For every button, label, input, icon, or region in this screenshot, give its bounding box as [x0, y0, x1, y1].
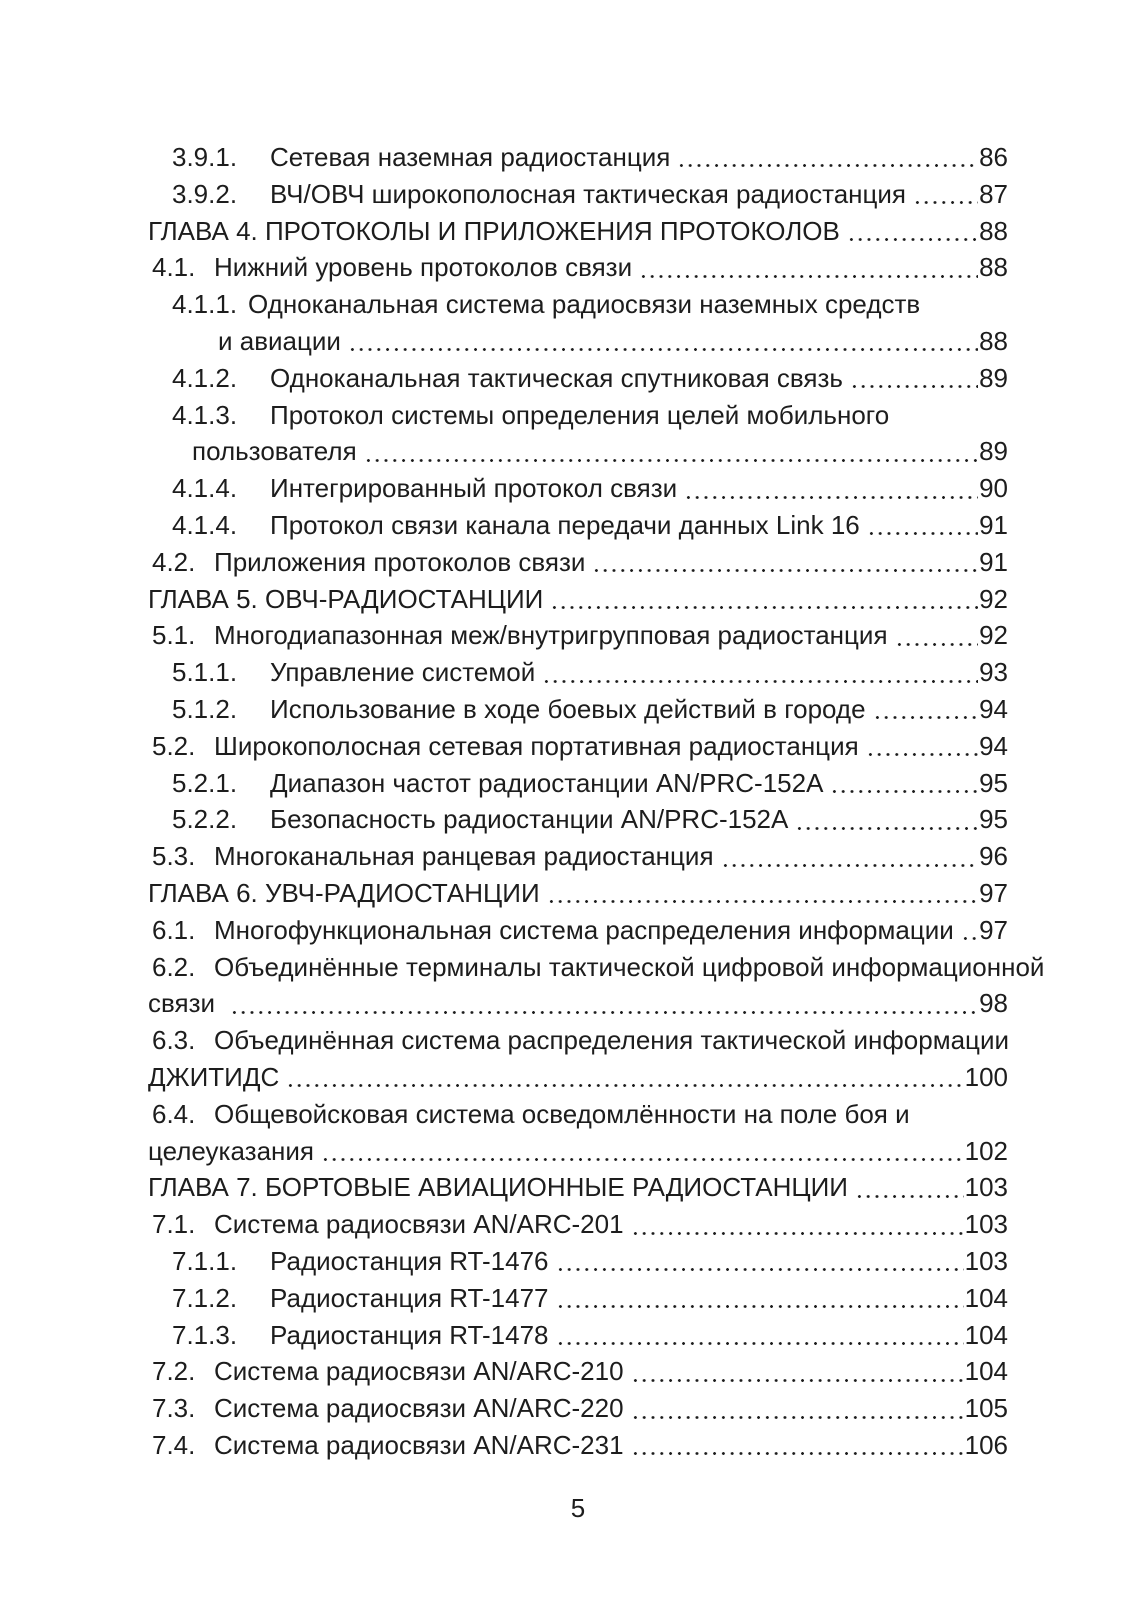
toc-entry-number: 4.1.2.	[172, 362, 238, 393]
toc-entry-title: Одноканальная тактическая спутниковая связь	[270, 362, 843, 393]
dot-leader	[549, 581, 978, 618]
toc-entry[interactable]	[148, 654, 1008, 691]
toc-entry[interactable]	[148, 949, 1045, 986]
toc-entry-page: 100	[964, 1061, 1008, 1092]
toc-entry[interactable]	[148, 249, 1008, 286]
toc-entry-title: Система радиосвязи AN/ARC-231	[214, 1429, 624, 1460]
toc-entry-page: 98	[979, 988, 1008, 1019]
toc-entry-title: Приложения протоколов связи	[214, 546, 586, 577]
toc-entry-title: Общевойсковая система осведомлённости на поле боя и	[214, 1098, 910, 1129]
toc-entry-number: 4.1.1.	[172, 289, 238, 320]
toc-entry[interactable]	[148, 765, 1008, 802]
toc-entry-page: 94	[979, 693, 1008, 724]
toc-entry-number: 6.1.	[152, 914, 196, 945]
dot-leader	[683, 470, 978, 507]
toc-entry[interactable]	[148, 397, 1008, 434]
toc-entry-page: 104	[964, 1356, 1008, 1387]
toc-entry-number: 5.1.2.	[172, 693, 238, 724]
toc-entry-title: Протокол системы определения целей мобильного	[270, 399, 890, 430]
toc-entry-number: 5.3.	[152, 841, 196, 872]
toc-entry[interactable]	[148, 838, 1008, 875]
dot-leader	[638, 249, 978, 286]
toc-entry-page: 88	[979, 215, 1008, 246]
toc-entry-page: 86	[979, 142, 1008, 172]
toc-entry-number: 3.9.1.	[172, 142, 238, 172]
toc-entry-number: 5.2.2.	[172, 804, 238, 835]
toc-entry[interactable]	[148, 1427, 1008, 1464]
dot-leader	[794, 801, 978, 838]
toc-entry-page: 91	[979, 509, 1008, 540]
toc-entry-title: Безопасность радиостанции AN/PRC-152A	[270, 804, 789, 835]
toc-entry[interactable]	[148, 176, 1008, 213]
toc-entry-title: Система радиосвязи AN/ARC-210	[214, 1356, 624, 1387]
toc-entry[interactable]	[148, 581, 1008, 618]
dot-leader	[912, 176, 978, 213]
toc-entry-title: ГЛАВА 5. ОВЧ-РАДИОСТАНЦИИ	[148, 583, 544, 614]
toc-entry-number: 4.1.	[152, 252, 196, 283]
toc-entry-page: 89	[979, 436, 1008, 467]
dot-leader	[229, 985, 978, 1022]
toc-entry-page: 103	[964, 1172, 1008, 1203]
toc-entry-title: Радиостанция RT-1477	[270, 1282, 549, 1313]
toc-entry[interactable]	[148, 323, 1008, 360]
toc-entry-title: связи	[148, 988, 216, 1019]
toc-entry-title: Диапазон частот радиостанции AN/PRC-152A	[270, 767, 824, 798]
dot-leader	[894, 617, 979, 654]
toc-entry-title: ГЛАВА 4. ПРОТОКОЛЫ И ПРИЛОЖЕНИЯ ПРОТОКОЛОВ	[148, 215, 840, 246]
toc-entry[interactable]	[148, 433, 1008, 470]
toc-entry-number: 7.4.	[152, 1429, 196, 1460]
toc-entry-page: 94	[979, 730, 1008, 761]
toc-entry-number: 7.1.1.	[172, 1245, 238, 1276]
toc-entry-number: 5.1.1.	[172, 657, 238, 688]
dot-leader	[676, 139, 978, 176]
dot-leader	[591, 544, 978, 581]
toc-entry-title: и авиации	[218, 325, 341, 356]
dot-leader	[630, 1206, 964, 1243]
toc-entry[interactable]	[148, 1243, 1008, 1280]
dot-leader	[363, 433, 978, 470]
toc-entry-page: 106	[964, 1429, 1008, 1460]
page-footer	[148, 1490, 1008, 1527]
dot-leader	[347, 323, 978, 360]
toc-entry[interactable]	[148, 1133, 1008, 1170]
toc-entry-title: Объединённая система распределения тактической информации	[214, 1025, 1009, 1056]
toc-entry[interactable]	[148, 1022, 1008, 1059]
toc-entry-number: 6.4.	[152, 1098, 196, 1129]
dot-leader	[854, 1169, 964, 1206]
toc-entry-page: 103	[964, 1209, 1008, 1240]
toc-entry-title: Одноканальная система радиосвязи наземных средств	[248, 289, 921, 320]
toc-entry-number: 7.1.2.	[172, 1282, 238, 1313]
toc-entry-title: Многофункциональная система распределения информации	[214, 914, 954, 945]
toc-entry-number: 5.2.1.	[172, 767, 238, 798]
toc-entry[interactable]	[148, 912, 1008, 949]
toc-entry[interactable]	[148, 801, 1008, 838]
toc-entry-title: Использование в ходе боевых действий в городе	[270, 693, 866, 724]
toc-entry-title: ВЧ/ОВЧ широкополосная тактическая радиостанция	[270, 178, 907, 209]
toc-entry-number: 5.1.	[152, 620, 196, 651]
toc-entry[interactable]	[148, 1096, 1008, 1133]
dot-leader	[285, 1059, 963, 1096]
toc-entry[interactable]	[148, 213, 1008, 250]
toc-entry-number: 7.2.	[152, 1356, 196, 1387]
dot-leader	[546, 875, 978, 912]
toc-entry-page: 97	[979, 877, 1008, 908]
toc-entry-page: 90	[979, 473, 1008, 504]
dot-leader	[872, 691, 979, 728]
toc-entry-number: 4.1.4.	[172, 473, 238, 504]
dot-leader	[829, 765, 978, 802]
toc-entry-title: Управление системой	[270, 657, 536, 688]
toc-entry-title: ДЖИТИДС	[148, 1061, 280, 1092]
toc-entry-number: 4.1.4.	[172, 509, 238, 540]
toc-entry[interactable]	[148, 1059, 1008, 1096]
toc-entry-page: 95	[979, 767, 1008, 798]
toc-entry-title: Система радиосвязи AN/ARC-201	[214, 1209, 624, 1240]
toc-entry-number: 7.1.	[152, 1209, 196, 1240]
toc-entry-number: 4.1.3.	[172, 399, 238, 430]
dot-leader	[320, 1133, 964, 1170]
toc-entry-title: Радиостанция RT-1476	[270, 1245, 549, 1276]
dot-leader	[865, 728, 978, 765]
toc-entry-number: 6.3.	[152, 1025, 196, 1056]
dot-leader	[849, 360, 978, 397]
toc-entry-number: 6.2.	[152, 951, 196, 982]
dot-leader	[630, 1390, 964, 1427]
dot-leader	[866, 507, 978, 544]
toc-entry[interactable]	[148, 617, 1008, 654]
dot-leader	[541, 654, 978, 691]
dot-leader	[960, 912, 978, 949]
toc-entry-title: пользователя	[192, 436, 357, 467]
dot-leader	[555, 1280, 964, 1317]
toc-entry[interactable]	[148, 360, 1008, 397]
toc-entry-title: Система радиосвязи AN/ARC-220	[214, 1393, 624, 1424]
toc-entry[interactable]	[148, 1206, 1008, 1243]
toc-entry-title: Многодиапазонная меж/внутригрупповая радиостанция	[214, 620, 888, 651]
toc-entry[interactable]	[148, 470, 1008, 507]
toc-entry-page: 97	[979, 914, 1008, 945]
toc-entry-page: 87	[979, 178, 1008, 209]
dot-leader	[555, 1243, 964, 1280]
toc-entry-number: 5.2.	[152, 730, 196, 761]
toc-entry-title: Сетевая наземная радиостанция	[270, 142, 671, 172]
toc-entry-number: 3.9.2.	[172, 178, 238, 209]
toc-entry[interactable]	[148, 875, 1008, 912]
dot-leader	[630, 1427, 964, 1464]
toc-entry-page: 105	[964, 1393, 1008, 1424]
toc-entry-page: 89	[979, 362, 1008, 393]
toc-entry[interactable]	[148, 1390, 1008, 1427]
toc-entry-title: ГЛАВА 6. УВЧ-РАДИОСТАНЦИИ	[148, 877, 540, 908]
table-of-contents	[148, 139, 1045, 1464]
toc-entry-title: Протокол связи канала передачи данных Link 16	[270, 509, 860, 540]
toc-entry[interactable]	[148, 1280, 1008, 1317]
dot-leader	[555, 1317, 964, 1354]
toc-entry-title: Многоканальная ранцевая радиостанция	[214, 841, 714, 872]
toc-entry[interactable]	[148, 728, 1008, 765]
toc-entry-title: Объединённые терминалы тактической цифровой информационной	[214, 951, 1045, 982]
toc-entry-page: 88	[979, 252, 1008, 283]
toc-entry-title: ГЛАВА 7. БОРТОВЫЕ АВИАЦИОННЫЕ РАДИОСТАНЦИИ	[148, 1172, 848, 1203]
toc-entry-page: 104	[964, 1319, 1008, 1350]
dot-leader	[630, 1353, 964, 1390]
toc-entry-page: 104	[964, 1282, 1008, 1313]
toc-entry-number: 4.2.	[152, 546, 196, 577]
toc-entry[interactable]	[148, 1317, 1008, 1354]
toc-entry-number: 7.3.	[152, 1393, 196, 1424]
toc-entry[interactable]	[148, 544, 1008, 581]
toc-entry-page: 93	[979, 657, 1008, 688]
toc-entry[interactable]	[148, 1353, 1008, 1390]
toc-entry-page: 88	[979, 325, 1008, 356]
toc-entry[interactable]	[148, 507, 1008, 544]
toc-entry[interactable]	[148, 139, 1008, 176]
toc-entry[interactable]	[148, 1169, 1008, 1206]
toc-entry-title: Широкополосная сетевая портативная радиостанция	[214, 730, 859, 761]
toc-entry-title: Интегрированный протокол связи	[270, 473, 678, 504]
toc-entry-title: целеуказания	[148, 1135, 314, 1166]
dot-leader	[720, 838, 979, 875]
toc-entry[interactable]	[148, 286, 1008, 323]
toc-entry-title: Нижний уровень протоколов связи	[214, 252, 633, 283]
toc-entry-page: 96	[979, 841, 1008, 872]
toc-entry-title: Радиостанция RT-1478	[270, 1319, 549, 1350]
page-number: 5	[570, 1492, 586, 1523]
toc-entry-page: 92	[979, 620, 1008, 651]
toc-entry[interactable]	[148, 985, 1008, 1022]
toc-entry-page: 95	[979, 804, 1008, 835]
toc-entry[interactable]	[148, 691, 1008, 728]
toc-entry-page: 103	[964, 1245, 1008, 1276]
toc-entry-page: 102	[964, 1135, 1008, 1166]
toc-entry-number: 7.1.3.	[172, 1319, 238, 1350]
dot-leader	[846, 213, 978, 250]
toc-entry-page: 91	[979, 546, 1008, 577]
toc-entry-page: 92	[979, 583, 1008, 614]
